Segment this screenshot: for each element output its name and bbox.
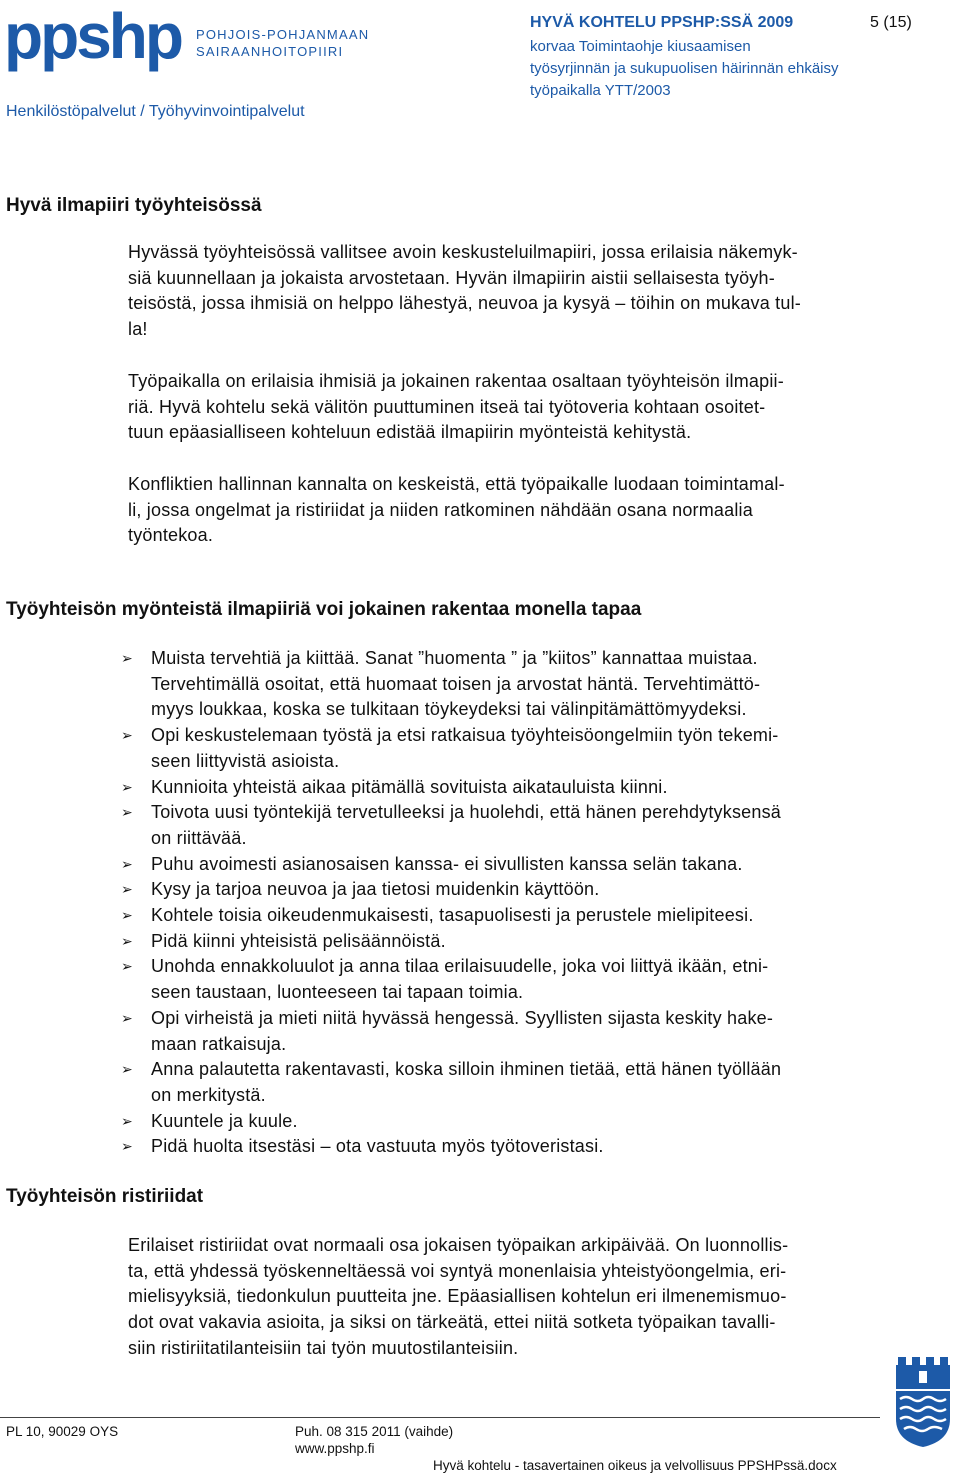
- list-item: [121, 877, 940, 903]
- text-line: Pidä huolta itsestäsi – ota vastuuta myös työtoveristasi.: [151, 1136, 604, 1157]
- text-line: Puhu avoimesti asianosaisen kanssa- ei sivullisten kanssa selän takana.: [151, 853, 743, 874]
- arrow-bullet-icon: ➢: [121, 650, 133, 666]
- arrow-bullet-icon: ➢: [121, 778, 133, 795]
- text-line: ta, että yhdessä työskenneltäessä voi syntyä monenlaisia yhteistyöongelmia, eri-: [128, 1260, 787, 1281]
- text-line: Hyvässä työyhteisössä vallitsee avoin keskusteluilmapiiri, jossa erilaisia näkemyk-: [128, 242, 798, 262]
- text-line: Konfliktien hallinnan kannalta on keskeistä, että työpaikalle luodaan toimintamal-: [128, 474, 785, 494]
- footer-filename: Hyvä kohtelu - tasavertainen oikeus ja velvollisuus PPSHPssä.docx: [433, 1458, 837, 1473]
- ppshp-logo: ppshp: [4, 0, 181, 72]
- list-item: [121, 1057, 940, 1108]
- text-line: Unohda ennakkoluulot ja anna tilaa erilaisuudelle, joka voi liittyä ikään, etni-: [151, 956, 769, 977]
- text-line: Opi virheistä ja mieti niitä hyvässä hengessä. Syyllisten sijasta keskity hake-: [151, 1007, 774, 1028]
- subtitle-line: työsyrjinnän ja sukupuolisen häirinnän ehkäisy: [530, 60, 839, 77]
- text-line: Toivota uusi työntekijä tervetulleeksi ja huolehdi, että hänen perehdytyksensä: [151, 802, 781, 823]
- text-line: Kunnioita yhteistä aikaa pitämällä sovituista aikatauluista kiinni.: [151, 776, 668, 797]
- text-line: siä kuunnellaan ja jokaista arvostetaan. Hyvän ilmapiirin aistii sellaisesta työyh-: [128, 267, 775, 288]
- list-item: [121, 929, 940, 955]
- text-line: Kuuntele ja kuule.: [151, 1110, 298, 1131]
- text-line: seen liittyvistä asioista.: [151, 750, 340, 771]
- list-item: [121, 954, 940, 1005]
- text-line: Opi keskustelemaan työstä ja etsi ratkaisua työyhteisöongelmiin työn tekemi-: [151, 725, 779, 746]
- text-line: Anna palautetta rakentavasti, koska silloin ihminen tietää, että hänen työllään: [151, 1059, 782, 1080]
- list-item: [121, 646, 940, 723]
- arrow-bullet-icon: ➢: [121, 855, 133, 872]
- arrow-bullet-icon: ➢: [121, 1061, 133, 1078]
- text-line: Pidä kiinni yhteisistä pelisäännöistä.: [151, 930, 446, 951]
- section-heading: Työyhteisön ristiriidat: [6, 1186, 204, 1207]
- org-name: [196, 26, 369, 60]
- text-line: Kysy ja tarjoa neuvoa ja jaa tietosi muidenkin käyttöön.: [151, 879, 600, 900]
- text-line: dot ovat vakavia asioita, ja siksi on tärkeätä, ettei niitä sotketa työpaikan tavalli-: [128, 1312, 776, 1333]
- list-item: [121, 1006, 940, 1057]
- section-heading: Hyvä ilmapiiri työyhteisössä: [6, 195, 262, 216]
- arrow-bullet-icon: ➢: [121, 881, 133, 898]
- list-item: [121, 852, 940, 878]
- arrow-bullet-icon: ➢: [121, 932, 133, 949]
- list-item: [121, 1134, 940, 1160]
- text-line: riä. Hyvä kohtelu sekä välitön puuttuminen itseä tai työtoveria kohtaan osoitet-: [128, 396, 766, 417]
- subtitle-line: työpaikalla YTT/2003: [530, 82, 671, 99]
- footer-address: PL 10, 90029 OYS: [6, 1424, 119, 1439]
- page-number: 5 (15): [870, 14, 912, 31]
- arrow-bullet-icon: ➢: [121, 1009, 133, 1026]
- text-line: mielisyyksiä, tiedonkulun puutteita jne. Epäasiallisen kohtelun eri ilmenemismuo-: [128, 1286, 787, 1307]
- footer-phone: Puh. 08 315 2011 (vaihde): [295, 1424, 454, 1439]
- text-line: Erilaiset ristiriidat ovat normaali osa jokaisen työpaikan arkipäivää. On luonnollis-: [128, 1235, 789, 1255]
- paragraph: [128, 1233, 928, 1362]
- text-line: on riittävää.: [151, 827, 247, 848]
- text-line: maan ratkaisuja.: [151, 1033, 287, 1054]
- arrow-bullet-icon: ➢: [121, 1112, 133, 1129]
- text-line: myys loukkaa, koska se tulkitaan töykeydeksi tai välinpitämättömyydeksi.: [151, 699, 747, 720]
- text-line: Muista tervehtiä ja kiittää. Sanat ”huomenta ” ja ”kiitos” kannattaa muistaa.: [151, 648, 758, 668]
- paragraph: [128, 240, 928, 343]
- paragraph: [128, 369, 928, 446]
- arrow-bullet-icon: ➢: [121, 1138, 133, 1155]
- arrow-bullet-icon: ➢: [121, 958, 133, 975]
- text-line: Työpaikalla on erilaisia ihmisiä ja jokainen rakentaa osaltaan työyhteisön ilmapii-: [128, 371, 784, 391]
- document-title: HYVÄ KOHTELU PPSHP:SSÄ 2009: [530, 14, 794, 31]
- text-line: siin ristiriitatilanteisiin tai työn muutostilanteisiin.: [128, 1337, 519, 1358]
- text-line: seen taustaan, luonteeseen tai tapaan toimia.: [151, 982, 524, 1003]
- list-item: [121, 800, 940, 851]
- footer-website-link[interactable]: www.ppshp.fi: [295, 1441, 375, 1456]
- text-line: Kohtele toisia oikeudenmukaisesti, tasapuolisesti ja perustele mielipiteesi.: [151, 905, 754, 926]
- footer-rule: [0, 1417, 880, 1418]
- text-line: tuun epäasialliseen kohteluun edistää ilmapiirin myönteistä kehitystä.: [128, 422, 692, 443]
- arrow-bullet-icon: ➢: [121, 804, 133, 821]
- org-name-line2: SAIRAANHOITOPIIRI: [196, 44, 344, 59]
- paragraph: [128, 472, 928, 549]
- text-line: li, jossa ongelmat ja ristiriidat ja niiden ratkominen nähdään osana normaalia: [128, 499, 753, 520]
- org-name-line1: POHJOIS-POHJANMAAN: [196, 27, 370, 42]
- subtitle-line: korvaa Toimintaohje kiusaamisen: [530, 38, 751, 55]
- department: Henkilöstöpalvelut / Työhyvinvointipalvelut: [6, 103, 305, 120]
- arrow-bullet-icon: ➢: [121, 727, 133, 744]
- list-item: [121, 775, 940, 801]
- coat-of-arms-emblem: [892, 1357, 954, 1449]
- text-line: Tervehtimällä osoitat, että huomaat toisen ja arvostat häntä. Tervehtimättö-: [151, 673, 761, 694]
- document-subtitle: [530, 36, 839, 102]
- section-heading: Työyhteisön myönteistä ilmapiiriä voi jokainen rakentaa monella tapaa: [6, 599, 642, 620]
- list-item: [121, 723, 940, 774]
- list-item: [121, 1109, 940, 1135]
- text-line: on merkitystä.: [151, 1084, 266, 1105]
- tips-list: [121, 646, 940, 1160]
- text-line: teisöstä, jossa ihmisiä on helppo lähestyä, neuvoa ja kysyä – töihin on mukava tul-: [128, 293, 801, 314]
- arrow-bullet-icon: ➢: [121, 907, 133, 924]
- text-line: työntekoa.: [128, 525, 214, 546]
- text-line: la!: [128, 319, 148, 340]
- list-item: [121, 903, 940, 929]
